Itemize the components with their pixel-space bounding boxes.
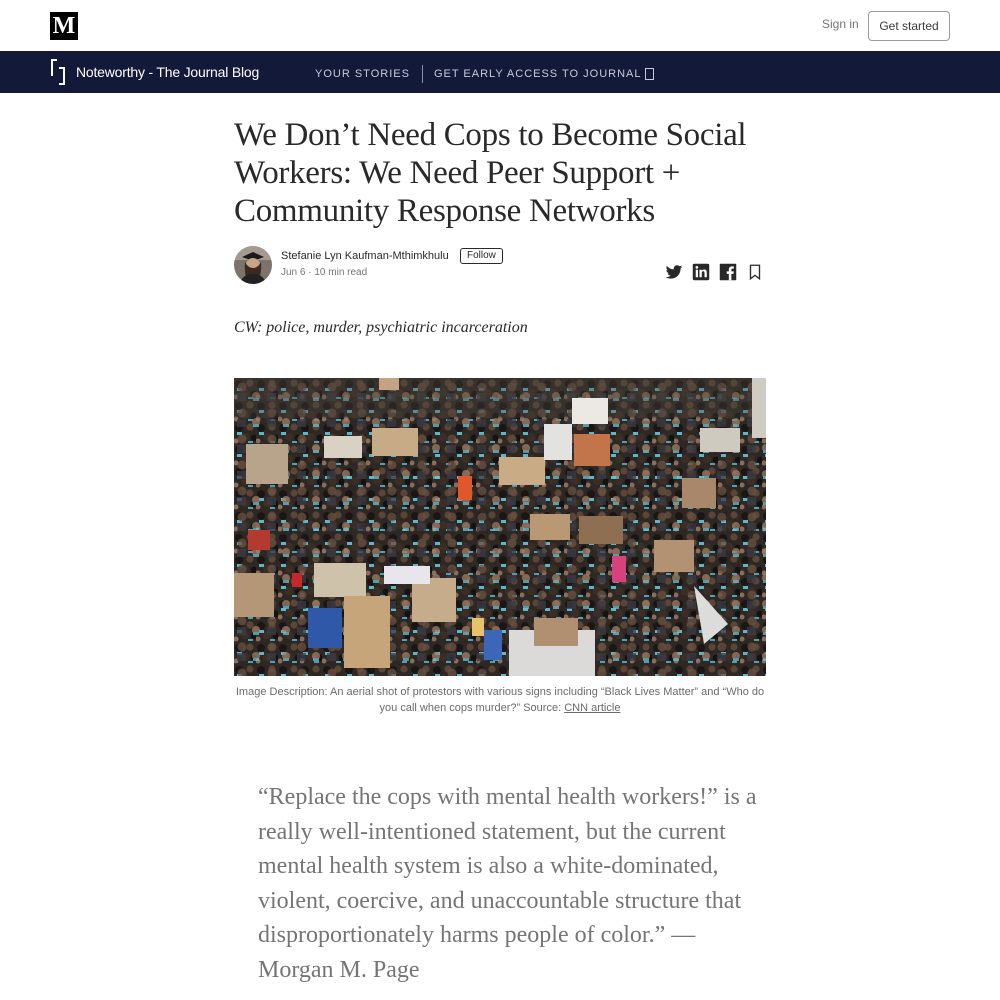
content-warning: CW: police, murder, psychiatric incarceration xyxy=(234,319,528,336)
publication-nav-bar xyxy=(0,51,1000,93)
external-link-icon xyxy=(645,68,654,80)
publish-date: Jun 6 xyxy=(281,267,306,278)
meta-separator: · xyxy=(305,267,315,278)
nav-early-access[interactable]: GET EARLY ACCESS TO JOURNAL xyxy=(433,68,642,80)
top-bar xyxy=(0,0,1000,51)
linkedin-icon[interactable] xyxy=(692,263,710,281)
article-meta xyxy=(281,267,367,278)
author-avatar[interactable] xyxy=(234,246,272,284)
read-time: 10 min read xyxy=(314,267,368,278)
article-title: We Don’t Need Cops to Become Social Workers: We Need Peer Support + Community Response Networks xyxy=(234,117,747,229)
publication-name[interactable]: Noteworthy - The Journal Blog xyxy=(76,64,260,80)
cnn-article-link[interactable]: CNN article xyxy=(564,702,621,714)
nav-your-stories[interactable]: YOUR STORIES xyxy=(315,68,410,80)
facebook-icon[interactable] xyxy=(719,263,737,281)
bookmark-icon[interactable] xyxy=(746,263,764,281)
publication-nav-links xyxy=(315,65,654,83)
pull-quote: “Replace the cops with mental health workers!” is a really well-intentioned statement, but the current mental health system is also a white-dominated, violent, coercive, and unaccountable structure that disproportionately harms people of color.” — Morgan M. Page xyxy=(258,784,757,983)
get-started-button[interactable]: Get started xyxy=(868,11,950,41)
image-caption xyxy=(234,684,766,716)
follow-button[interactable]: Follow xyxy=(460,248,503,264)
twitter-icon[interactable] xyxy=(665,263,683,281)
image-caption-text: Image Description: An aerial shot of protestors with various signs including “Black Lives Matter” and “Who do you call when cops murder?” Source: xyxy=(235,686,765,714)
author-name[interactable]: Stefanie Lyn Kaufman-Mthimkhulu xyxy=(281,250,449,262)
publication-logo-icon[interactable] xyxy=(50,59,66,85)
medium-logo[interactable]: M xyxy=(50,12,78,40)
nav-divider xyxy=(422,65,423,83)
hero-image-protest-crowd xyxy=(234,378,766,676)
sign-in-link[interactable]: Sign in xyxy=(822,17,859,31)
